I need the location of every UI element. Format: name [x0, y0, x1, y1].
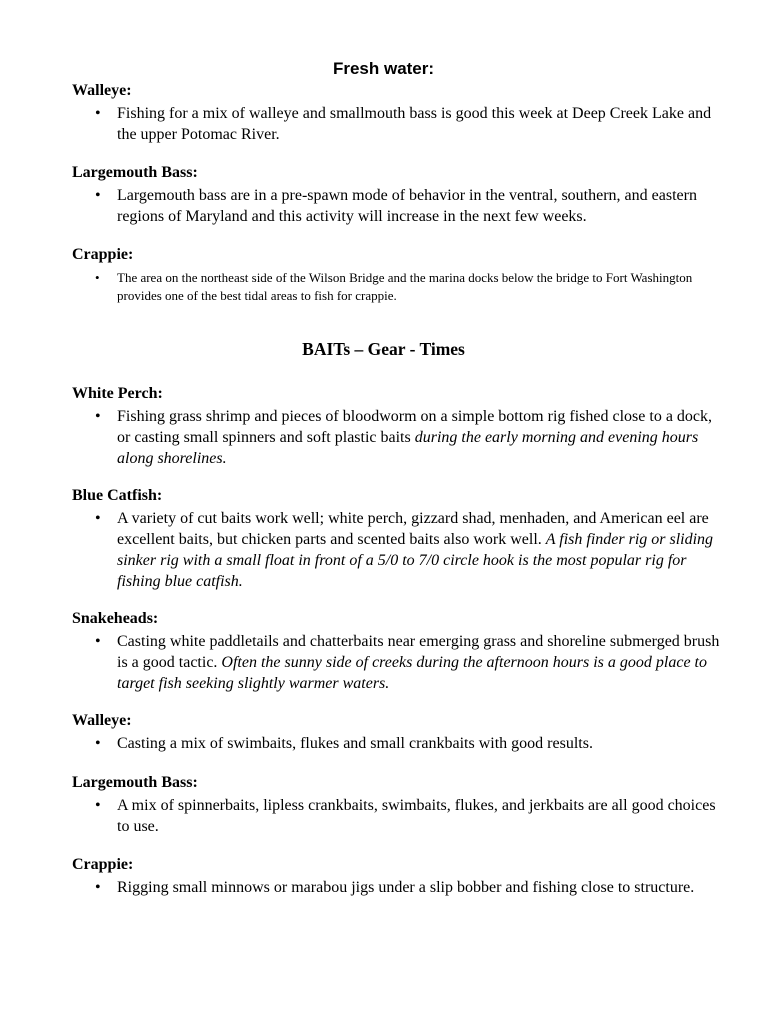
item-text: Rigging small minnows or marabou jigs under a slip bobber and fishing close to structure.	[117, 879, 695, 896]
item-italic-text: Often the sunny side of creeks during the afternoon hours is a good place to target fish seeking slightly warmer waters.	[117, 654, 707, 692]
bullet-icon: •	[95, 187, 101, 204]
bullet-icon: •	[95, 270, 100, 285]
bullet-icon: •	[95, 879, 101, 896]
section-heading: Walleye:	[72, 82, 132, 99]
section-heading: Walleye:	[72, 712, 132, 729]
item-text: A variety of cut baits work well; white perch, gizzard shad, menhaden, and American eel are excellent baits, but chicken parts and scented baits also work well.	[117, 510, 709, 548]
item-text: Fishing for a mix of walleye and smallmouth bass is good this week at Deep Creek Lake and the upper Potomac River.	[117, 105, 712, 143]
baits-crappie-section	[72, 855, 722, 898]
list-item	[72, 733, 722, 754]
item-italic-text: during the early morning and evening hours along shorelines.	[117, 429, 699, 467]
list-item	[72, 877, 722, 898]
fresh-walleye-section	[72, 81, 722, 145]
section-heading: Snakeheads:	[72, 610, 159, 627]
item-italic-text: A fish finder rig or sliding sinker rig with a small float in front of a 5/0 to 7/0 circle hook is the most popular rig for fishing blue catfish.	[117, 531, 714, 590]
list-item	[72, 103, 722, 145]
bullet-icon: •	[95, 105, 101, 122]
fresh-water-title: Fresh water:	[332, 59, 435, 78]
list-item	[72, 508, 722, 592]
item-text: Casting a mix of swimbaits, flukes and small crankbaits with good results.	[117, 735, 593, 752]
list-item	[72, 795, 722, 837]
bullet-icon: •	[95, 510, 101, 527]
section-heading: Crappie:	[72, 246, 134, 263]
list-item	[72, 269, 722, 305]
bullet-icon: •	[95, 408, 101, 425]
bullet-icon: •	[95, 797, 101, 814]
baits-largemouth-section	[72, 773, 722, 837]
item-text: A mix of spinnerbaits, lipless crankbaits, swimbaits, flukes, and jerkbaits are all good choices to use.	[117, 797, 716, 835]
section-heading: Blue Catfish:	[72, 487, 163, 504]
bullet-icon: •	[95, 735, 101, 752]
baits-snakeheads-section	[72, 609, 722, 694]
item-text: Largemouth bass are in a pre-spawn mode of behavior in the ventral, southern, and eastern regions of Maryland and this activity will increase in the next few weeks.	[117, 187, 697, 225]
section-heading: Largemouth Bass:	[72, 164, 198, 181]
section-heading: Crappie:	[72, 856, 134, 873]
list-item	[72, 406, 722, 469]
item-text: Casting white paddletails and chatterbaits near emerging grass and shoreline submerged brush is a good tactic.	[117, 633, 720, 671]
baits-walleye-section	[72, 711, 722, 754]
fresh-crappie-section	[72, 245, 722, 305]
baits-blue-catfish-section	[72, 486, 722, 592]
bullet-icon: •	[95, 633, 101, 650]
baits-white-perch-section	[72, 384, 722, 469]
item-text: Fishing grass shrimp and pieces of bloodworm on a simple bottom rig fished close to a dock, or casting small spinners and soft plastic baits	[117, 408, 713, 446]
section-heading: White Perch:	[72, 385, 163, 402]
fresh-largemouth-section	[72, 163, 722, 227]
list-item	[72, 631, 722, 694]
item-text: The area on the northeast side of the Wilson Bridge and the marina docks below the bridge to Fort Washington provides one of the best tidal areas to fish for crappie.	[117, 270, 693, 303]
baits-title: BAITs – Gear - Times	[302, 339, 465, 359]
list-item	[72, 185, 722, 227]
section-heading: Largemouth Bass:	[72, 774, 198, 791]
